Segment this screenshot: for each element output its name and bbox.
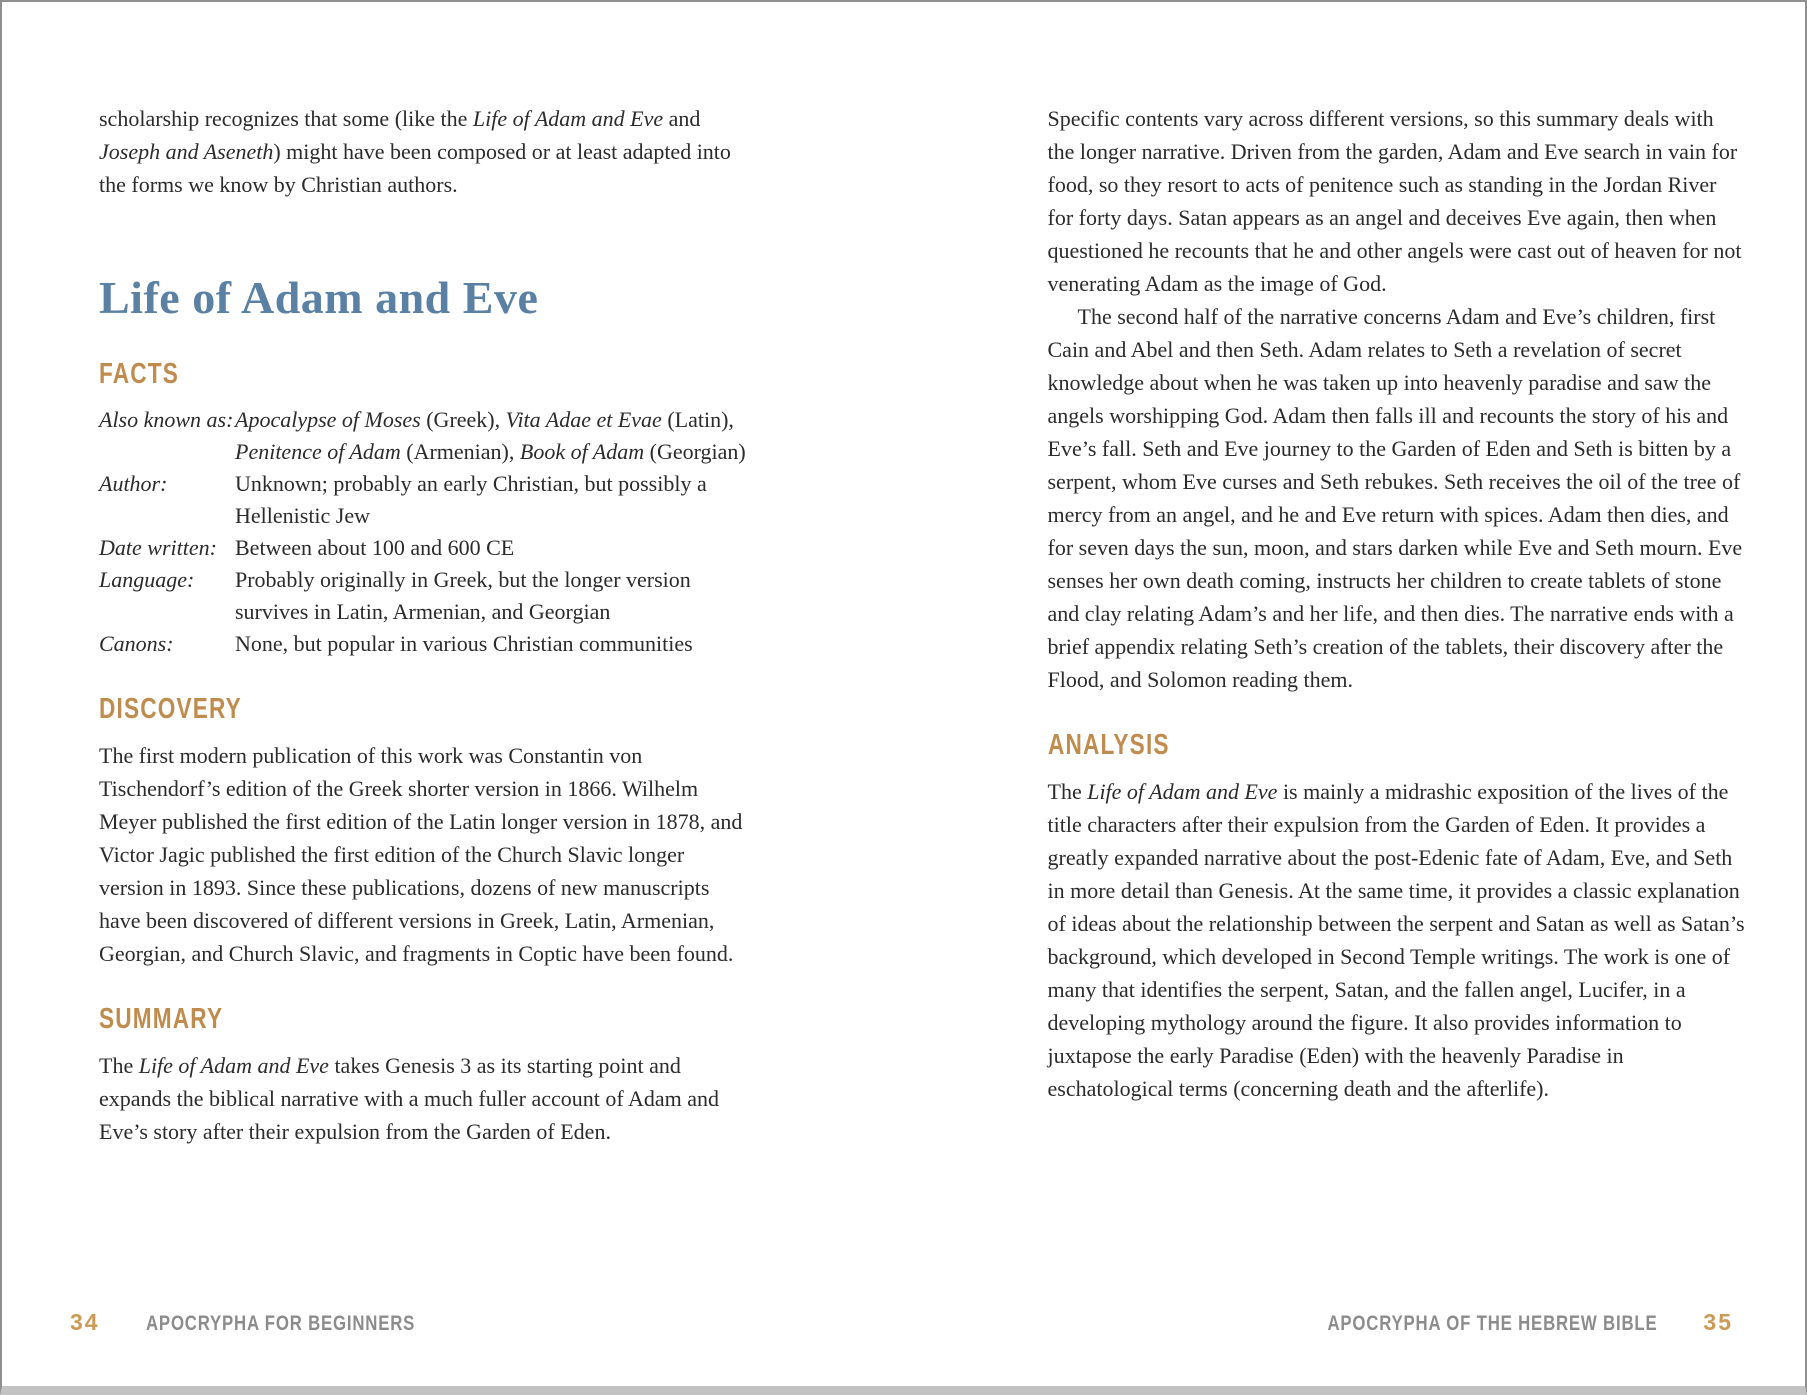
fact-value-canons: None, but popular in various Christian communities [235, 631, 693, 656]
footer-left [70, 1309, 482, 1336]
intro-paragraph: scholarship recognizes that some (like the Life of Adam and Eve and Joseph and Aseneth) might have been composed or at least adapted into the forms we know by Christian authors. [99, 106, 731, 197]
running-title-right: APOCRYPHA OF THE HEBREW BIBLE [1327, 1312, 1658, 1335]
footer-right [1245, 1309, 1733, 1336]
facts-heading: FACTS [99, 358, 179, 390]
fact-label-language: Language: [99, 567, 195, 592]
facts-list [99, 404, 752, 660]
discovery-heading: DISCOVERY [99, 693, 242, 725]
chapter-title: Life of Adam and Eve [99, 272, 539, 323]
narrative-paragraph-2: The second half of the narrative concerns Adam and Eve’s children, first Cain and Abel and then Seth. Adam relates to Seth a revelation of secret knowledge about when he was taken up into heavenly paradise and saw the angels worshipping God. Adam then falls ill and recounts the story of his and Eve’s fall. Seth and Eve journey to the Garden of Eden and Seth is bitten by a serpent, whom Eve curses and Seth rebukes. Seth receives the oil of the tree of mercy from an angel, and he and Eve return with spices. Adam then dies, and for seven days the sun, moon, and stars darken while Eve and Seth mourn. Eve senses her own death coming, instructs her children to create tablets of stone and clay relating Adam’s and her life, and then dies. The narrative ends with a brief appendix relating Seth’s creation of the tablets, their discovery after the Flood, and Solomon reading them. [1047, 304, 1743, 692]
summary-paragraph: The Life of Adam and Eve takes Genesis 3 as its starting point and expands the biblical narrative with a much fuller account of Adam and Eve’s story after their expulsion from the Garden of Eden. [99, 1053, 720, 1144]
fact-label-author: Author: [99, 471, 168, 496]
fact-value-date-written: Between about 100 and 600 CE [235, 535, 515, 560]
page-number-left: 34 [70, 1309, 100, 1335]
fact-label-date-written: Date written: [99, 535, 217, 560]
analysis-heading: ANALYSIS [1047, 729, 1170, 761]
running-title-left: APOCRYPHA FOR BEGINNERS [145, 1312, 415, 1335]
summary-heading: SUMMARY [99, 1003, 224, 1035]
page-right [904, 2, 1806, 1386]
page-left [2, 2, 904, 1386]
narrative-paragraph-1: Specific contents vary across different versions, so this summary deals with the longer narrative. Driven from the garden, Adam and Eve search in vain for food, so they resort to acts of penitence such as standing in the Jordan River for forty days. Satan appears as an angel and deceives Eve again, then when questioned he recounts that he and other angels were cast out of heaven for not venerating Adam as the image of God. [1047, 106, 1742, 296]
fact-value-language: Probably originally in Greek, but the longer version survives in Latin, Armenian, and Georgian [235, 567, 691, 624]
fact-value-also-known-as: Apocalypse of Moses (Greek), Vita Adae et Evae (Latin), Penitence of Adam (Armenian), Book of Adam (Georgian) [235, 407, 746, 464]
fact-label-also-known-as: Also known as: [99, 407, 234, 432]
fact-value-author: Unknown; probably an early Christian, but possibly a Hellenistic Jew [235, 471, 707, 528]
discovery-paragraph: The first modern publication of this work was Constantin von Tischendorf’s edition of the Greek shorter version in 1866. Wilhelm Meyer published the first edition of the Latin longer version in 1878, and Victor Jagic published the first edition of the Church Slavic longer version in 1893. Since these publications, dozens of new manuscripts have been discovered of different versions in Greek, Latin, Armenian, Georgian, and Church Slavic, and fragments in Coptic have been found. [99, 743, 743, 966]
fact-label-canons: Canons: [99, 631, 174, 656]
page-number-right: 35 [1703, 1309, 1733, 1335]
analysis-paragraph: The Life of Adam and Eve is mainly a midrashic exposition of the lives of the title characters after their expulsion from the Garden of Eden. It provides a greatly expanded narrative about the post-Edenic fate of Adam, Eve, and Seth in more detail than Genesis. At the same time, it provides a classic explanation of ideas about the relationship between the serpent and Satan as well as Satan’s background, which developed in Second Temple writings. The work is one of many that identifies the serpent, Satan, and the fallen angel, Lucifer, in a developing mythology around the figure. It also provides information to juxtapose the early Paradise (Eden) with the heavenly Paradise in eschatological terms (concerning death and the afterlife). [1047, 779, 1745, 1101]
